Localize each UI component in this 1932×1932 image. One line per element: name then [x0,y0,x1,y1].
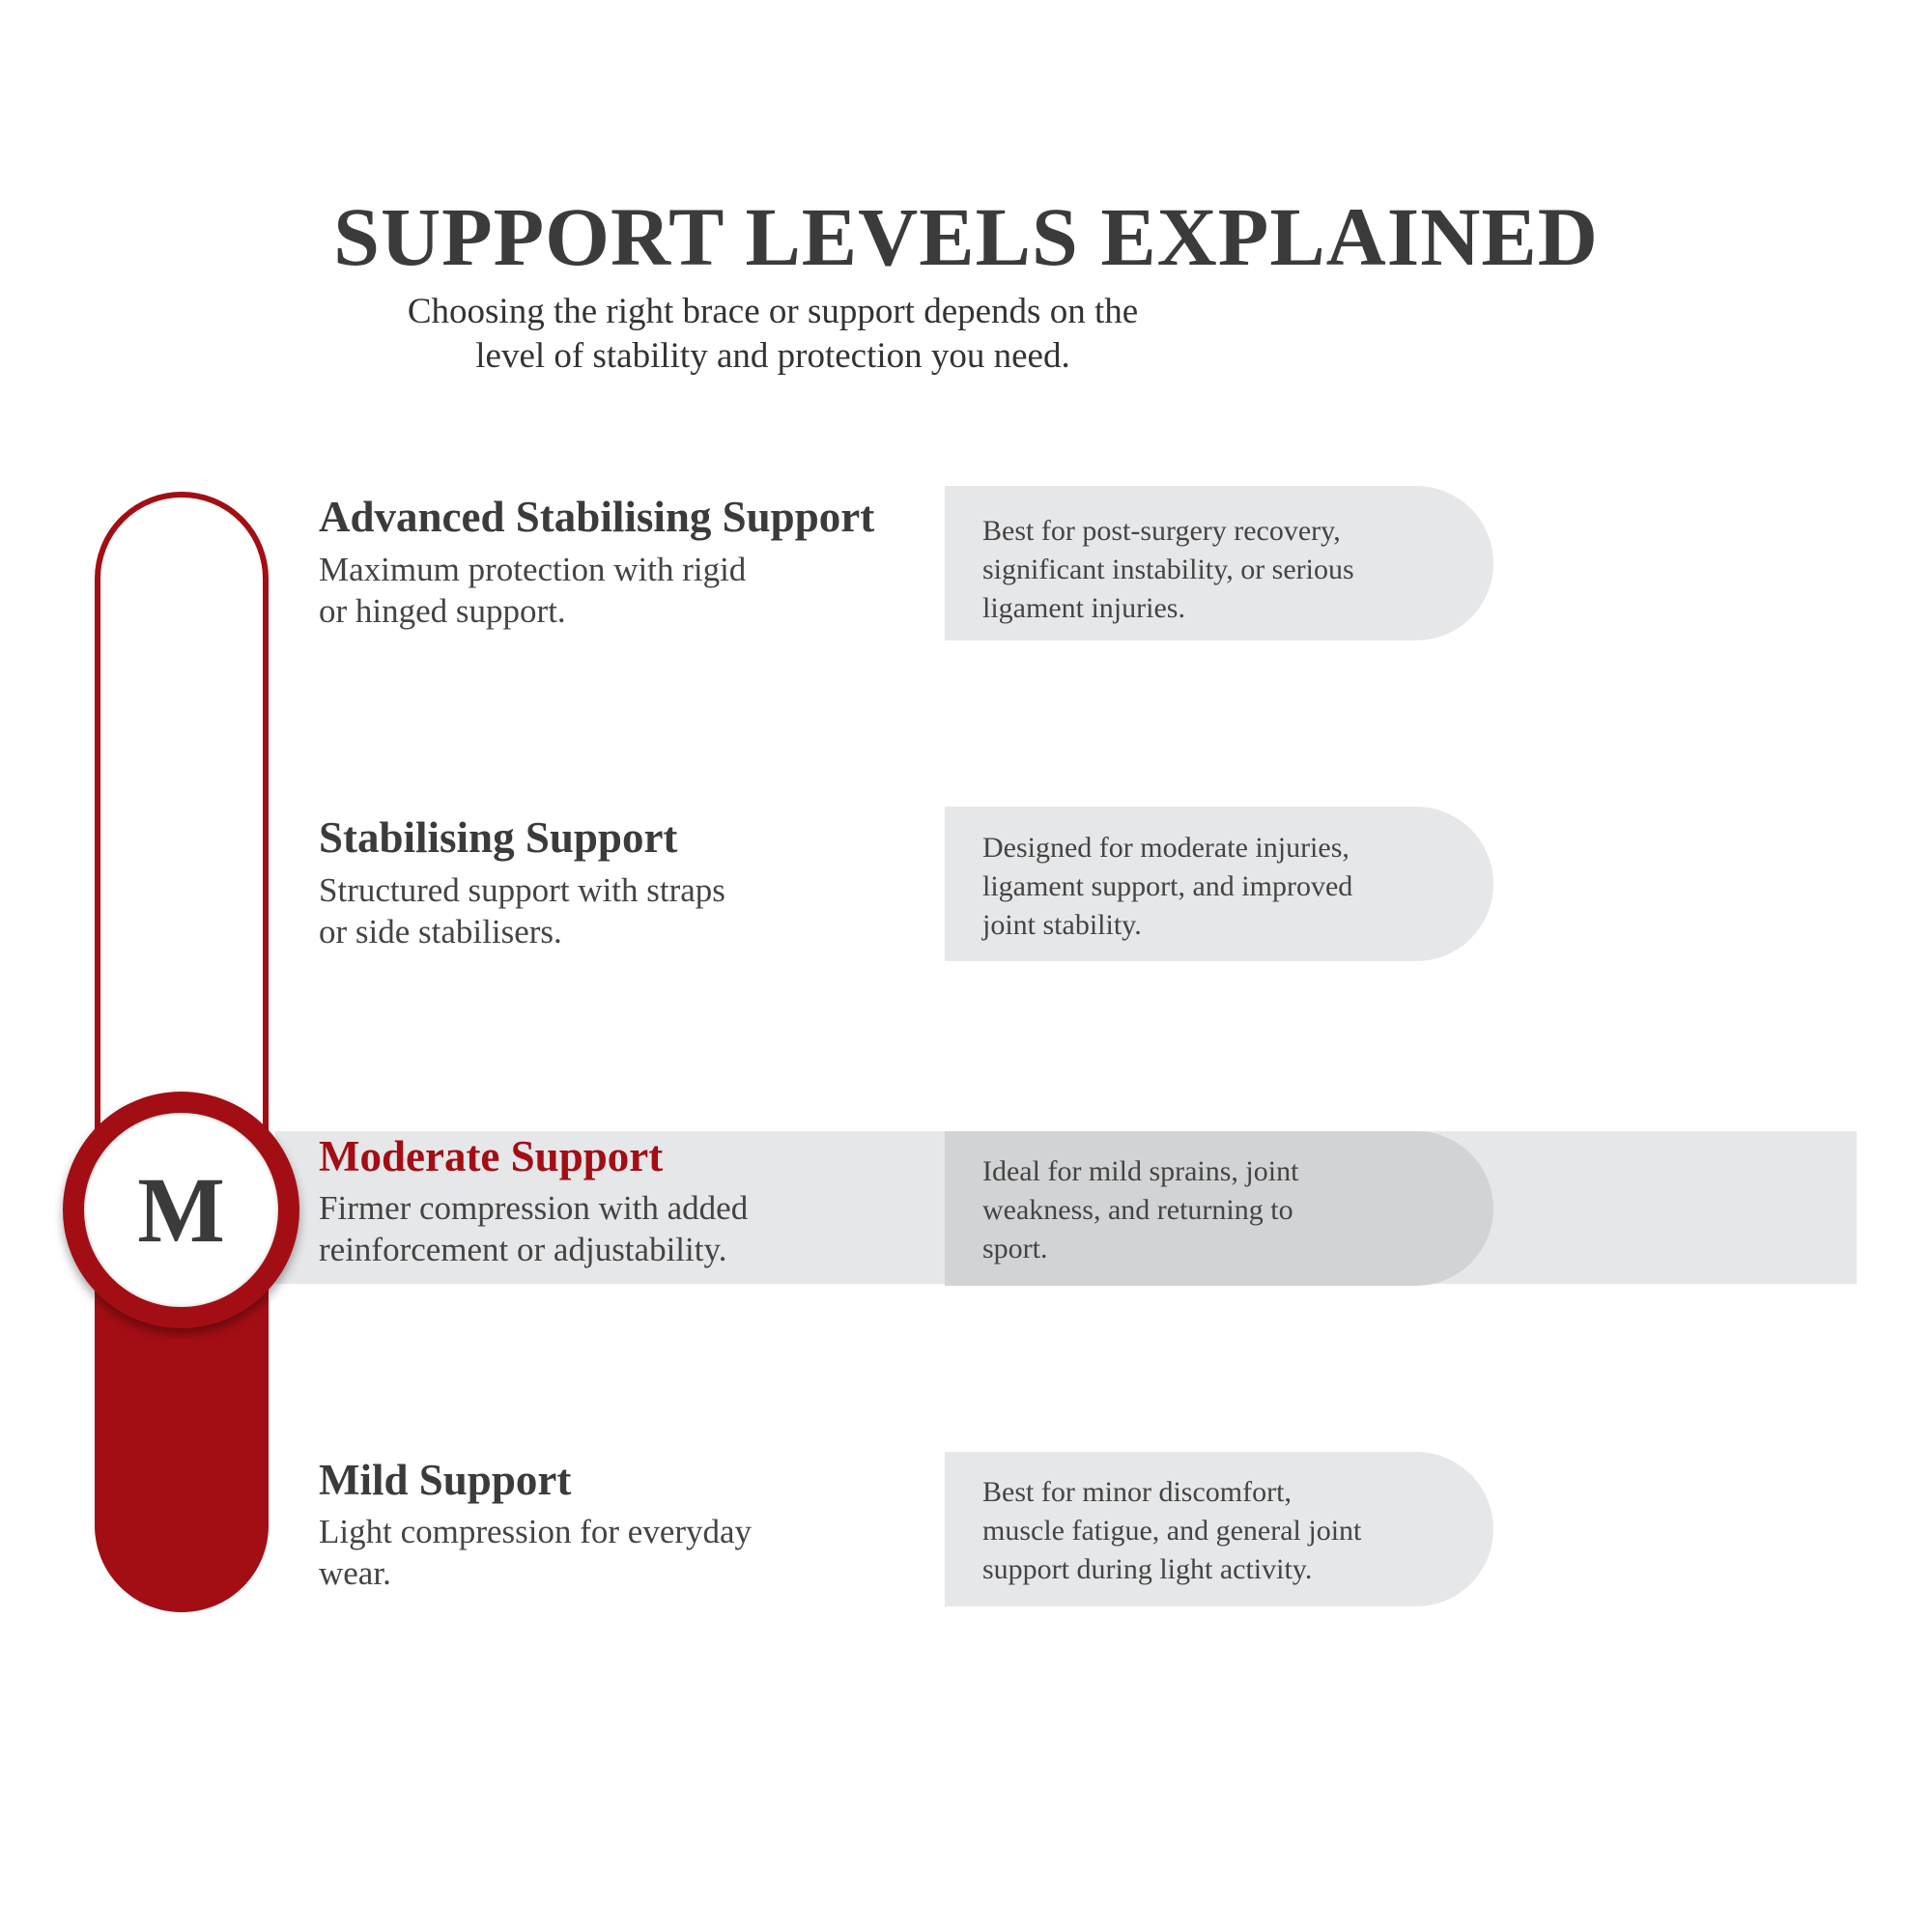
level-desc-advanced [319,549,802,632]
level-title-moderate: Moderate Support [319,1132,664,1180]
desc-line: Maximum protection with rigid [319,551,747,588]
level-desc-mild [319,1511,802,1594]
desc-line: or hinged support. [319,592,566,630]
pill-line: joint stability. [982,909,1142,941]
subtitle-line: level of stability and protection you need. [475,336,1070,376]
level-title-mild: Mild Support [319,1456,572,1504]
pill-line: Ideal for mild sprains, joint [982,1155,1299,1187]
desc-line: or side stabilisers. [319,913,562,951]
level-pill-text-moderate [982,1152,1427,1268]
level-pill-text-advanced [982,512,1427,628]
pill-line: sport. [982,1233,1048,1264]
pill-line: muscle fatigue, and general joint [982,1515,1362,1547]
pill-line: Best for post-surgery recovery, [982,515,1341,547]
page-title: SUPPORT LEVELS EXPLAINED [333,190,1599,283]
pill-line: significant instability, or serious [982,554,1354,585]
page-subtitle [338,290,1208,379]
gauge-marker-letter: M [137,1158,225,1262]
desc-line: wear. [319,1554,391,1592]
desc-line: Light compression for everyday [319,1513,753,1550]
pill-line: Designed for moderate injuries, [982,832,1350,864]
pill-line: ligament injuries. [982,592,1185,624]
level-desc-moderate [319,1187,802,1270]
pill-line: ligament support, and improved [982,870,1353,902]
desc-line: Firmer compression with added [319,1189,749,1227]
subtitle-line: Choosing the right brace or support depends on the [407,292,1139,331]
level-title-advanced: Advanced Stabilising Support [319,493,875,541]
level-desc-stabilising [319,869,802,952]
level-title-stabilising: Stabilising Support [319,813,678,862]
pill-line: Best for minor discomfort, [982,1476,1292,1508]
level-pill-text-stabilising [982,829,1427,945]
desc-line: reinforcement or adjustability. [319,1231,727,1268]
level-pill-text-mild [982,1473,1427,1589]
pill-line: weakness, and returning to [982,1194,1293,1226]
desc-line: Structured support with straps [319,871,725,909]
pill-line: support during light activity. [982,1553,1313,1585]
